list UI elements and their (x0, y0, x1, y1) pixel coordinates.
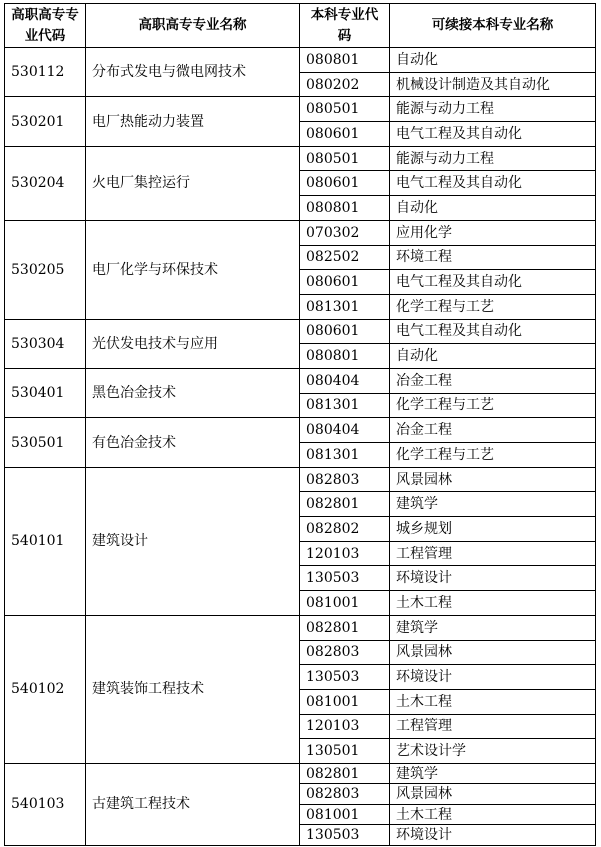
undergrad-name-cell: 艺术设计学 (390, 739, 596, 764)
table-row (5, 319, 596, 344)
undergrad-code-cell: 081301 (300, 393, 390, 418)
undergrad-name-cell: 电气工程及其自动化 (390, 122, 596, 147)
vocational-code-cell: 530201 (5, 97, 86, 146)
undergrad-code-cell: 080601 (300, 171, 390, 196)
table-row (5, 615, 596, 640)
undergrad-name-cell: 自动化 (390, 344, 596, 369)
undergrad-code-cell: 080501 (300, 146, 390, 171)
undergrad-code-cell: 080202 (300, 72, 390, 97)
undergrad-name-cell: 冶金工程 (390, 368, 596, 393)
table-header (5, 4, 596, 48)
undergrad-name-cell: 城乡规划 (390, 517, 596, 542)
undergrad-name-cell: 化学工程与工艺 (390, 294, 596, 319)
vocational-name-cell: 古建筑工程技术 (86, 763, 300, 845)
header-row (5, 4, 596, 48)
table-row (5, 220, 596, 245)
vocational-name-cell: 有色冶金技术 (86, 418, 300, 467)
undergrad-code-cell: 080404 (300, 368, 390, 393)
undergrad-code-cell: 081301 (300, 294, 390, 319)
undergrad-name-cell: 化学工程与工艺 (390, 393, 596, 418)
header-undergrad-code: 本科专业代码 (300, 4, 390, 48)
undergrad-code-cell: 082502 (300, 245, 390, 270)
vocational-name-cell: 建筑设计 (86, 467, 300, 615)
table-row (5, 467, 596, 492)
vocational-name-cell: 电厂化学与环保技术 (86, 220, 300, 319)
undergrad-code-cell: 081001 (300, 591, 390, 616)
vocational-code-cell: 540102 (5, 615, 86, 763)
undergrad-name-cell: 机械设计制造及其自动化 (390, 72, 596, 97)
table-row (5, 418, 596, 443)
vocational-code-cell: 530205 (5, 220, 86, 319)
undergrad-name-cell: 风景园林 (390, 640, 596, 665)
vocational-code-cell: 540103 (5, 763, 86, 845)
undergrad-code-cell: 080801 (300, 48, 390, 73)
vocational-code-cell: 530204 (5, 146, 86, 220)
undergrad-name-cell: 环境工程 (390, 245, 596, 270)
undergrad-name-cell: 冶金工程 (390, 418, 596, 443)
undergrad-name-cell: 土木工程 (390, 591, 596, 616)
vocational-code-cell: 530304 (5, 319, 86, 368)
undergrad-name-cell: 电气工程及其自动化 (390, 171, 596, 196)
undergrad-name-cell: 电气工程及其自动化 (390, 319, 596, 344)
undergrad-name-cell: 自动化 (390, 196, 596, 221)
undergrad-name-cell: 风景园林 (390, 467, 596, 492)
undergrad-name-cell: 环境设计 (390, 566, 596, 591)
undergrad-code-cell: 080501 (300, 97, 390, 122)
undergrad-name-cell: 能源与动力工程 (390, 146, 596, 171)
vocational-name-cell: 分布式发电与微电网技术 (86, 48, 300, 97)
undergrad-code-cell: 082803 (300, 784, 390, 805)
undergrad-name-cell: 土木工程 (390, 804, 596, 825)
undergrad-name-cell: 电气工程及其自动化 (390, 270, 596, 295)
undergrad-name-cell: 自动化 (390, 48, 596, 73)
undergrad-code-cell: 130503 (300, 825, 390, 846)
table-row (5, 763, 596, 784)
undergrad-name-cell: 化学工程与工艺 (390, 443, 596, 468)
table-row (5, 146, 596, 171)
document-page (4, 3, 596, 846)
table-body (5, 48, 596, 846)
header-vocational-code: 高职高专专业代码 (5, 4, 86, 48)
vocational-name-cell: 电厂热能动力装置 (86, 97, 300, 146)
undergrad-code-cell: 082801 (300, 492, 390, 517)
undergrad-name-cell: 风景园林 (390, 784, 596, 805)
undergrad-name-cell: 建筑学 (390, 615, 596, 640)
undergrad-code-cell: 080801 (300, 196, 390, 221)
vocational-code-cell: 530112 (5, 48, 86, 97)
undergrad-code-cell: 080601 (300, 270, 390, 295)
table-row (5, 97, 596, 122)
vocational-code-cell: 530501 (5, 418, 86, 467)
undergrad-name-cell: 工程管理 (390, 541, 596, 566)
vocational-name-cell: 光伏发电技术与应用 (86, 319, 300, 368)
vocational-name-cell: 黑色冶金技术 (86, 368, 300, 417)
header-undergrad-name: 可续接本科专业名称 (390, 4, 596, 48)
vocational-name-cell: 建筑装饰工程技术 (86, 615, 300, 763)
vocational-code-cell: 530401 (5, 368, 86, 417)
undergrad-name-cell: 建筑学 (390, 492, 596, 517)
undergrad-name-cell: 建筑学 (390, 763, 596, 784)
undergrad-code-cell: 082803 (300, 467, 390, 492)
undergrad-code-cell: 080601 (300, 122, 390, 147)
undergrad-code-cell: 082802 (300, 517, 390, 542)
undergrad-name-cell: 环境设计 (390, 825, 596, 846)
undergrad-code-cell: 080601 (300, 319, 390, 344)
undergrad-code-cell: 070302 (300, 220, 390, 245)
header-vocational-name: 高职高专专业名称 (86, 4, 300, 48)
undergrad-code-cell: 081001 (300, 804, 390, 825)
undergrad-code-cell: 130503 (300, 566, 390, 591)
vocational-code-cell: 540101 (5, 467, 86, 615)
undergrad-code-cell: 082803 (300, 640, 390, 665)
undergrad-code-cell: 081301 (300, 443, 390, 468)
undergrad-code-cell: 120103 (300, 714, 390, 739)
undergrad-name-cell: 环境设计 (390, 665, 596, 690)
undergrad-code-cell: 082801 (300, 615, 390, 640)
undergrad-name-cell: 土木工程 (390, 689, 596, 714)
undergrad-name-cell: 工程管理 (390, 714, 596, 739)
undergrad-name-cell: 应用化学 (390, 220, 596, 245)
undergrad-code-cell: 080801 (300, 344, 390, 369)
table-row (5, 48, 596, 73)
undergrad-code-cell: 130501 (300, 739, 390, 764)
undergrad-code-cell: 130503 (300, 665, 390, 690)
major-mapping-table (4, 3, 596, 846)
undergrad-code-cell: 080404 (300, 418, 390, 443)
undergrad-code-cell: 081001 (300, 689, 390, 714)
vocational-name-cell: 火电厂集控运行 (86, 146, 300, 220)
undergrad-code-cell: 082801 (300, 763, 390, 784)
undergrad-code-cell: 120103 (300, 541, 390, 566)
undergrad-name-cell: 能源与动力工程 (390, 97, 596, 122)
table-row (5, 368, 596, 393)
